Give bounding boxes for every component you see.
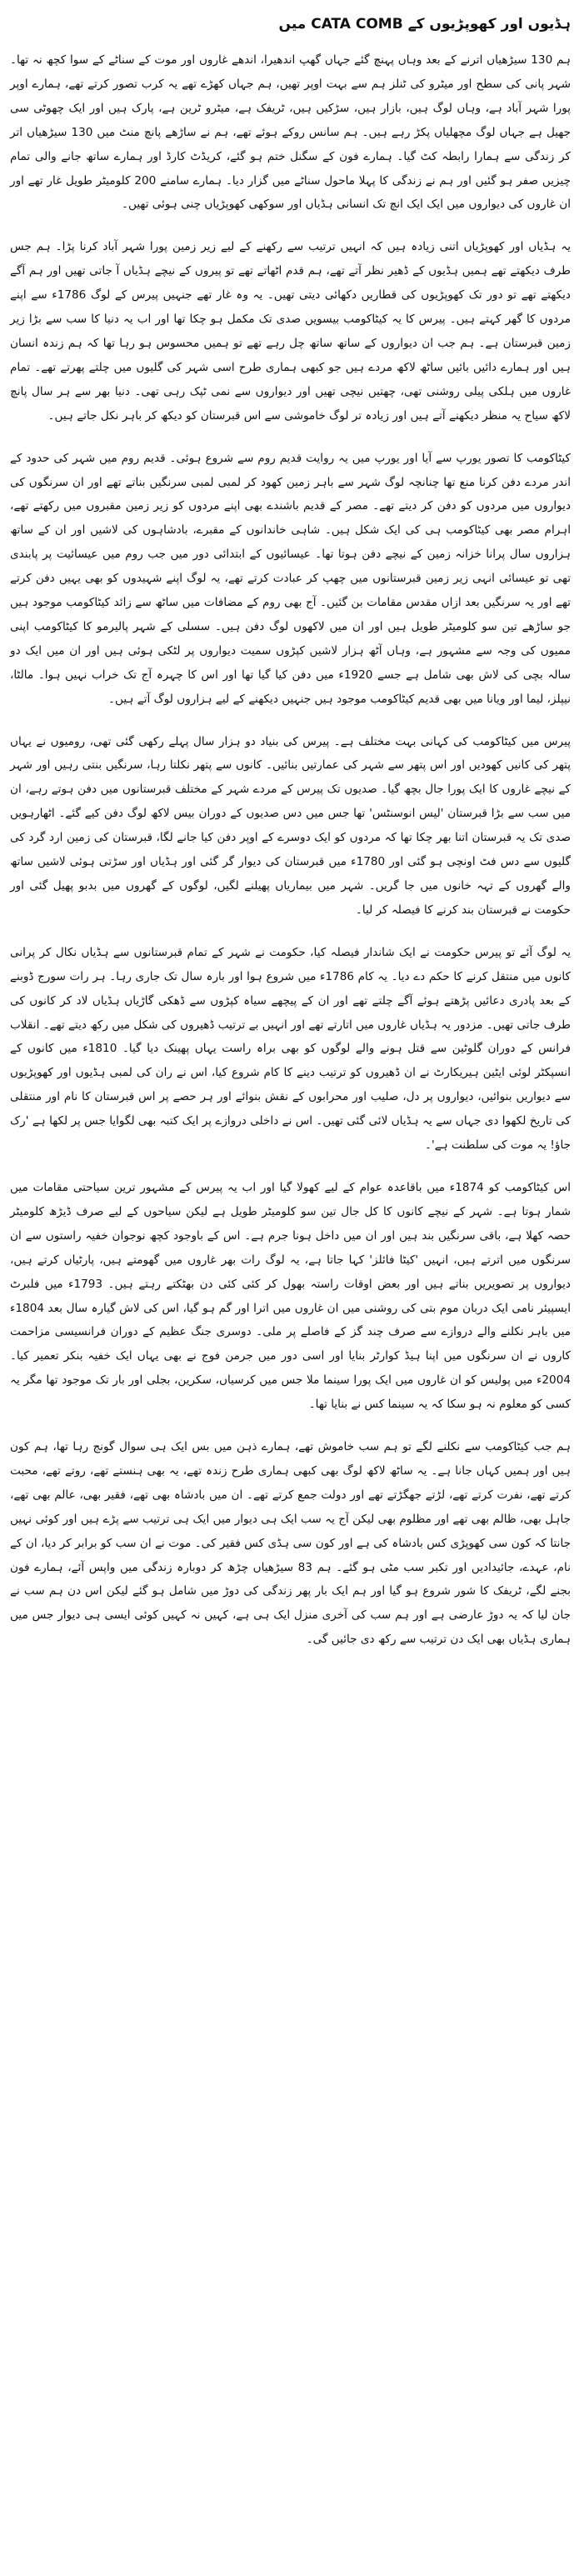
paragraph-6: اس کیٹاکومب کو 1874ء میں باقاعدہ عوام کے لیے کھولا گیا اور اب یہ پیرس کے مشہور ترین سیاحتی مقامات میں شمار ہوتا ہے۔ شہر کے نیچے کانوں کا کل جال تین سو کلومیٹر طویل ہے لیکن سیاحوں کے لیے صرف ڈیڑھ کلومیٹر حصہ کھلا ہے، باقی سرنگیں بند ہیں اور ان میں داخل ہونا جرم ہے۔ اس کے باوجود کچھ نوجوان خفیہ راستوں سے ان سرنگوں میں اترتے ہیں، انہیں 'کیٹا فائلز' کہا جاتا ہے، یہ لوگ رات بھر غاروں میں گھومتے ہیں، پارٹیاں کرتے ہیں، دیواروں پر تصویریں بناتے ہیں اور بعض اوقات راستہ بھول کر کئی کئی دن بھٹکتے رہتے ہیں۔ 1793ء میں فلبرٹ ایسپیئر نامی ایک دربان موم بتی کی روشنی میں ان غاروں میں اترا اور گم ہو گیا، اس کی لاش گیارہ سال بعد 1804ء میں باہر نکلنے والے دروازے سے صرف چند گز کے فاصلے پر ملی۔ دوسری جنگ عظیم کے دوران فرانسیسی مزاحمت کاروں نے ان سرنگوں میں اپنا ہیڈ کوارٹر بنایا اور اسی دور میں جرمن فوج نے بھی یہاں ایک خفیہ بنکر تعمیر کیا۔ 2004ء میں پولیس کو ان غاروں میں ایک پورا سینما ملا جس میں کرسیاں، سکرین، بجلی اور بار تک موجود تھا مگر یہ کسی کو معلوم نہ ہو سکا کہ یہ سینما کس نے بنایا تھا۔ [10,1180,571,1412]
paragraph-4: پیرس میں کیٹاکومب کی کہانی بہت مختلف ہے۔ پیرس کی بنیاد دو ہزار سال پہلے رکھی گئی تھی، رومیوں نے یہاں پتھر کی کانیں کھودیں اور اس پتھر سے شہر کی عمارتیں بنائیں۔ کانوں سے پتھر نکلتا رہا، سرنگیں بنتی رہیں اور شہر کے نیچے غاروں کا ایک پورا جال بچھ گیا۔ صدیوں تک پیرس کے مردے شہر کے مختلف قبرستانوں میں دفن ہوتے رہے، ان میں سب سے بڑا قبرستان 'لیس انوسنٹس' تھا جس میں دس صدیوں کے دوران بیس لاکھ لوگ دفن کیے گئے۔ اٹھارہویں صدی تک یہ قبرستان اتنا بھر چکا تھا کہ مردوں کو ایک دوسرے کے اوپر دفن کیا جانے لگا، قبرستان کی زمین ارد گرد کی گلیوں سے دس فٹ اونچی ہو گئی اور 1780ء میں قبرستان کی دیوار گر گئی اور ہڈیاں اور سڑتی ہوئی لاشیں ساتھ والے گھروں کے تہہ خانوں میں جا گریں۔ شہر میں بیماریاں پھیلنے لگیں، لوگوں کے گھروں میں بدبو پھیل گئی اور حکومت نے قبرستان بند کرنے کا فیصلہ کر لیا۔ [10,734,571,917]
paragraph-7: ہم جب کیٹاکومب سے نکلنے لگے تو ہم سب خاموش تھے، ہمارے ذہن میں بس ایک ہی سوال گونج رہا تھا، ہم کون ہیں اور ہمیں کہاں جانا ہے۔ یہ ساٹھ لاکھ لوگ بھی کبھی ہماری طرح زندہ تھے، یہ بھی ہنستے تھے، روتے تھے، محبت کرتے تھے، نفرت کرتے تھے، لڑتے جھگڑتے تھے اور دولت جمع کرتے تھے۔ ان میں بادشاہ بھی تھے، فقیر بھی، عالم بھی تھے، جاہل بھی، ظالم بھی تھے اور مظلوم بھی لیکن آج یہ سب ایک ہی دیوار میں ایک ہی ترتیب سے پڑے ہیں اور کوئی نہیں جانتا کہ کون سی کھوپڑی کس بادشاہ کی ہے اور کون سی ہڈی کس فقیر کی۔ موت نے ان سب کو برابر کر دیا، ان کے نام، عہدے، جائیدادیں اور تکبر سب مٹی ہو گئے۔ ہم 83 سیڑھیاں چڑھ کر دوبارہ زندگی میں واپس آئے، ہمارے فون بجنے لگے، ٹریفک کا شور شروع ہو گیا اور ہم ایک بار پھر زندگی کی دوڑ میں شامل ہو گئے لیکن اس دن ہم سب نے جان لیا کہ یہ دوڑ عارضی ہے اور ہم سب کی آخری منزل ایک ہی ہے، کہیں نہ کہیں کوئی ایسی ہی دیوار جس میں ہماری ہڈیاں بھی ایک دن ترتیب سے رکھ دی جائیں گی۔ [10,1440,571,1647]
paragraph-1: ہم 130 سیڑھیاں اترنے کے بعد وہاں پہنچ گئے جہاں گھپ اندھیرا، اندھے غاروں اور موت کے سناٹے کے سوا کچھ نہ تھا۔ شہر پانی کی سطح اور میٹرو کی ٹنلز ہم سے بہت اوپر تھیں، ہم جہاں کھڑے تھے یہ کرب تصور کرتے تھے، ہمارے اوپر پورا شہر آباد ہے، وہاں لوگ ہیں، بازار ہیں، سڑکیں ہیں، ٹریفک ہے، میٹرو ٹرین ہے، پارک ہیں اور ایک چھوٹی سی جھیل ہے جہاں لوگ مچھلیاں پکڑ رہے ہیں۔ ہم سانس روکے ہوئے تھے، ہم نے ساڑھے پانچ منٹ میں 130 سیڑھیاں اتر کر زندگی سے ہمارا رابطہ کٹ گیا۔ ہمارے فون کے سگنل ختم ہو گئے، کریڈٹ کارڈ اور ہمارے ساتھ جانے والی تمام چیزیں صفر ہو گئیں اور ہم نے زندگی کا پہلا ماحول سناٹے میں گزار دیا۔ ہمارے سامنے 200 کلومیٹر طویل غار تھے اور ان غاروں کی دیواروں میں ایک ایک انچ تک انسانی ہڈیاں اور سوکھی کھوپڑیاں چنی ہوئی تھیں۔ [10,53,572,212]
paragraph-3: کیٹاکومب کا تصور یورپ سے آیا اور یورپ میں یہ روایت قدیم روم سے شروع ہوئی۔ قدیم روم میں شہر کی حدود کے اندر مردے دفن کرنا منع تھا چنانچہ لوگ شہر سے باہر زمین کھود کر لمبی لمبی سرنگیں بناتے تھے اور ان سرنگوں کی دیواروں میں مردوں کو دفن کر دیتے تھے۔ مصر کے قدیم باشندے بھی اپنے مردوں کو زیر زمین مقبروں میں رکھتے تھے، اہرام مصر بھی کیٹاکومب ہی کی ایک شکل ہیں۔ شاہی خاندانوں کے مقبرے، بادشاہوں کی لاشیں اور ان کے ساتھ ہزاروں سال پرانا خزانہ زمین کے نیچے دفن ہوتا تھا۔ عیسائیوں کے ابتدائی دور میں جب روم میں عیسائیت پر پابندی تھی تو عیسائی انہی زیر زمین قبرستانوں میں چھپ کر عبادت کرتے تھے، یہ لوگ اپنے شہیدوں کو بھی یہیں دفن کرتے تھے اور یہ سرنگیں بعد ازاں مقدس مقامات بن گئیں۔ آج بھی روم کے مضافات میں ساٹھ سے زائد کیٹاکومب موجود ہیں جو ساڑھے تین سو کلومیٹر طویل ہیں اور ان میں لاکھوں لوگ دفن ہیں۔ سسلی کے شہر پالیرمو کا کیٹاکومب اپنی ممیوں کی وجہ سے مشہور ہے، وہاں آٹھ ہزار لاشیں کپڑوں سمیت دیواروں پر لٹکی ہوئی ہیں اور ان میں ایک دو سالہ بچی کی لاش بھی شامل ہے جسے 1920ء میں دفن کیا گیا تھا اور اس کا چہرہ آج تک خراب نہیں ہوا۔ مالٹا، نیپلز، لیما اور ویانا میں بھی قدیم کیٹاکومب موجود ہیں جنہیں دیکھنے کے لیے ہزاروں لوگ آتے ہیں۔ [10,451,571,706]
paragraph-2: یہ ہڈیاں اور کھوپڑیاں اتنی زیادہ ہیں کہ انہیں ترتیب سے رکھنے کے لیے زیر زمین پورا شہر آباد کرنا پڑا۔ ہم جس طرف دیکھتے تھے ہمیں ہڈیوں کے ڈھیر نظر آتے تھے، ہم قدم اٹھاتے تھے تو پیروں کے نیچے ہڈیاں آ جاتی تھیں اور ہم آگے دیکھتے تھے تو دور تک کھوپڑیوں کی قطاریں دکھائی دیتی تھیں۔ یہ وہ غار تھے جنہیں پیرس کے لوگ 1786ء سے اپنے مردوں کا گھر کہتے ہیں۔ پیرس کا یہ کیٹاکومب بیسویں صدی تک مکمل ہو چکا تھا اور اب یہ دنیا کا سب سے بڑا زیر زمین قبرستان ہے۔ ہم جب ان دیواروں کے ساتھ ساتھ چل رہے تھے تو ہمیں محسوس ہو رہا تھا کہ ہم زندہ انسان ہیں اور ہمارے دائیں بائیں ساٹھ لاکھ مردے ہیں جو کبھی ہماری طرح اسی شہر کی گلیوں میں چلتے پھرتے تھے۔ تمام غاروں میں ہلکی پیلی روشنی تھی، چھتیں نیچی تھیں اور دیواروں سے نمی ٹپک رہی تھی۔ دنیا بھر سے ہر سال پانچ لاکھ سیاح یہ منظر دیکھنے آتے ہیں اور زیادہ تر لوگ خاموشی سے اس قبرستان کو دیکھ کر باہر نکل جاتے ہیں۔ [10,240,571,423]
paragraph-5: یہ لوگ آئے تو پیرس حکومت نے ایک شاندار فیصلہ کیا، حکومت نے شہر کے تمام قبرستانوں سے ہڈیاں نکال کر پرانی کانوں میں منتقل کرنے کا حکم دے دیا۔ یہ کام 1786ء میں شروع ہوا اور بارہ سال تک جاری رہا۔ ہر رات سورج ڈوبنے کے بعد پادری دعائیں پڑھتے ہوئے آگے چلتے تھے اور ان کے پیچھے سیاہ کپڑوں سے ڈھکی گاڑیاں ہڈیاں لاد کر کانوں کی طرف جاتی تھیں۔ مزدور یہ ہڈیاں غاروں میں اتارتے تھے اور انہیں بے ترتیب ڈھیروں کی شکل میں رکھ دیتے تھے۔ انقلاب فرانس کے دوران گلوٹین سے قتل ہونے والے لوگوں کو بھی براہ راست یہاں پھینک دیا گیا۔ 1810ء میں کانوں کے انسپکٹر لوئی ایٹین ہیریکارٹ نے ان ڈھیروں کو ترتیب دینے کا کام شروع کیا، اس نے ران کی لمبی ہڈیوں اور کھوپڑیوں سے دیواریں بنوائیں، دیواروں پر دل، صلیب اور محرابوں کے نقش بنوائے اور ہر حصے پر اس قبرستان کا نام اور منتقلی کی تاریخ لکھوا دی جہاں سے یہ ہڈیاں لائی گئی تھیں۔ اس نے داخلی دروازے پر ایک کتبہ بھی لگوایا جس پر لکھا ہے 'رک جاؤ! یہ موت کی سلطنت ہے'۔ [10,945,571,1153]
article-title: ہڈیوں اور کھوپڑیوں کے CATA COMB میں [278,16,571,33]
